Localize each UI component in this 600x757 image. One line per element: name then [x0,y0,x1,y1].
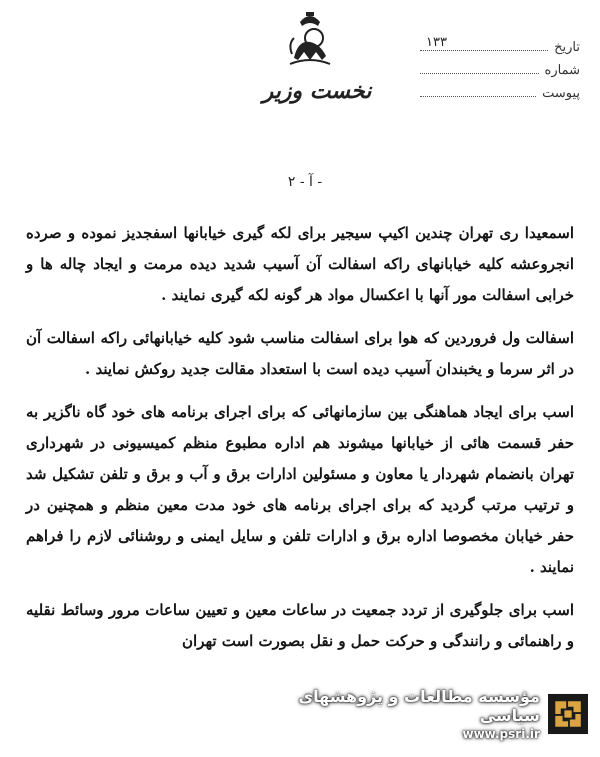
lion-and-sun-emblem-icon [286,8,334,68]
meta-date-line [420,35,548,51]
meta-date-label: تاریخ [554,40,580,55]
letterhead-title: نخست وزیر [262,78,372,104]
body-paragraph: اسب برای ایجاد هماهنگی بین سازمانهائی که برای اجرای برنامه های خود گاه ناگزیر به حفر قسمت هائی از خیابانها میشوند هم اداره مطبوع منظم کمیسیونی در شهرداری تهران بانضمام شهردار یا معاون و مسئولین ادارات برق و آب و برق و تلفن تشکیل شد و ترتیب مرتب گردید که برای اجرای برنامه های خود مدت معین منظم و همچنین در حفر خیابان مخصوصا اداره برق و ادارات تلفن و سایل ایمنی و روشنائی لازم را فراهم نمایند . [26,403,574,576]
meta-attachment [420,84,580,107]
body-paragraph: اسمعیدا ری تهران چندین اکیپ سیجیر برای لکه گیری خیابانها اسفجدیز نموده و صرده انجروعشه کلیه خیابانهای راکه اسفالت آن آسیب شدید دیده مرمت و ایجاد چاله ها و خرابی اسفالت مور آنها با اعکسال مواد هر گونه لکه گیری نمایند . [26,224,574,304]
psri-logo-icon [548,692,588,736]
meta-attachment-line [420,84,536,97]
watermark-name: مؤسسه مطالعات و پژوهشهای سیاسی [298,687,540,725]
body-paragraph: اسفالت ول فروردین که هوا برای اسفالت مناسب شود کلیه خیابانهائی راکه اسفالت آن در اثر سرما و یخبندان آسیب دیده است با استعداد مقالت جدید روکش نمایند . [26,329,574,378]
body-paragraph: اسب برای جلوگیری از تردد جمعیت در ساعات معین و تعیین ساعات مرور وسائط نقلیه و راهنمائی و رانندگی و حرکت حمل و نقل بصورت است تهران [26,601,574,650]
meta-date [420,35,580,61]
meta-date-value: ۱۳۳ [426,35,447,50]
letter-subject: ۲ - آ - [287,174,323,190]
publisher-watermark [260,685,600,743]
meta-number-label: شماره [544,63,580,78]
letter-meta [420,35,580,107]
meta-number-line [420,61,539,74]
watermark-text [260,687,540,741]
meta-number [420,61,580,84]
letter-body [26,218,574,665]
meta-attachment-label: پیوست [542,86,580,101]
watermark-url: www.psri.ir [462,727,540,741]
